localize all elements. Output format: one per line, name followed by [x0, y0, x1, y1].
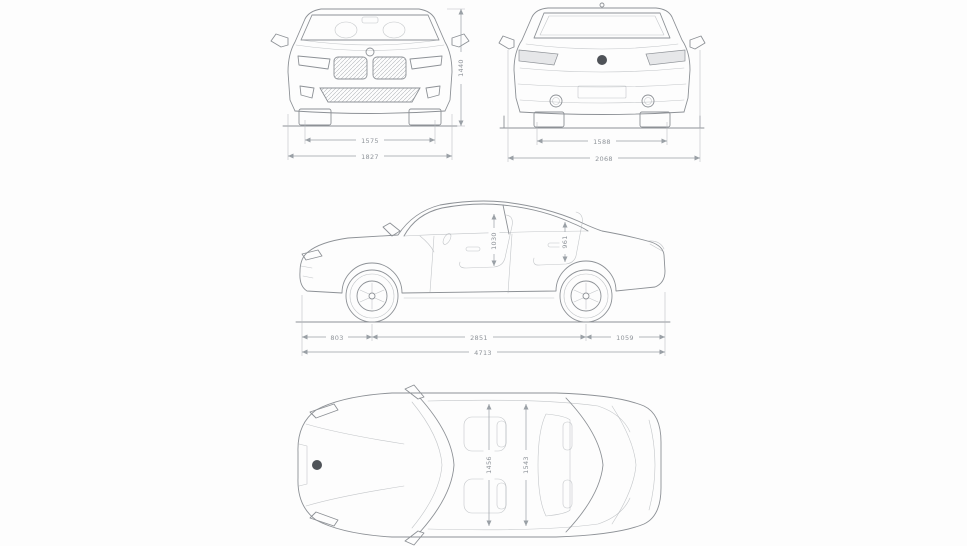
dim-front-overhang: 803 [330, 334, 344, 342]
windshield [301, 15, 439, 40]
b-pillar [503, 205, 509, 234]
front-tire [346, 270, 398, 322]
top-body-outline [298, 393, 661, 537]
front-headrest-left [335, 22, 357, 38]
dim-overall-width: 1827 [361, 153, 379, 161]
side-body-outline [300, 201, 665, 293]
top-view [298, 385, 661, 545]
side-mirror [383, 223, 400, 236]
dim-front-track: 1575 [361, 137, 379, 145]
dim-front-headroom: 1030 [490, 232, 498, 250]
bmw-roundel-icon [597, 55, 607, 65]
kidney-grille-right [373, 57, 406, 79]
right-mirror [452, 34, 469, 47]
front-hub [369, 293, 375, 299]
rear-window [534, 13, 670, 38]
dim-interior-width-rear: 1543 [522, 456, 530, 474]
dashboard-line [420, 236, 434, 252]
rear-spokes [574, 283, 598, 309]
front-spokes [360, 283, 384, 309]
rear-window-inner [540, 16, 664, 35]
side-window-line-top [428, 400, 630, 432]
side-intake-right [426, 86, 440, 98]
dim-width-incl-mirrors: 2068 [595, 155, 613, 163]
dim-overall-length: 4713 [474, 349, 492, 357]
front-door-line [430, 236, 434, 292]
headlight-left [298, 56, 330, 69]
trunk-crease-upper [526, 44, 678, 49]
front-wheel [346, 270, 398, 322]
hood-crease-bottom [306, 486, 404, 506]
rear-bench-outline [538, 414, 570, 516]
rear-right-mirror [690, 36, 705, 49]
rear-hub [583, 293, 589, 299]
front-seat-profile [460, 215, 513, 268]
top-mirror-left [405, 385, 424, 399]
cowl-line [301, 40, 439, 45]
bumper-line-upper [518, 84, 686, 87]
rear-ground-platform [500, 116, 704, 128]
roof-antenna [600, 3, 604, 7]
front-headrest-top-left [497, 421, 506, 447]
exhaust-left [550, 95, 562, 107]
side-window-line-bottom [428, 498, 630, 530]
rear-headrest-top-left [563, 422, 572, 450]
rear-tire [560, 270, 612, 322]
front-bumper-bottom [295, 111, 445, 114]
dim-interior-width-front: 1456 [485, 456, 493, 474]
rear-view [499, 3, 705, 163]
trunk-crease-lower [520, 68, 684, 72]
rear-left-mirror [499, 36, 514, 49]
exhaust-right-inner [645, 98, 652, 105]
hood-crease-top [306, 424, 404, 444]
side-intake-left [300, 86, 314, 98]
interior-mirror [362, 17, 378, 23]
dim-rear-track: 1588 [593, 138, 611, 146]
headlight-right [410, 56, 442, 69]
dim-wheelbase: 2851 [470, 334, 488, 342]
windshield-arc [420, 398, 454, 532]
exhaust-left-inner [553, 98, 560, 105]
front-headrest-right [383, 22, 405, 38]
rear-wheel [560, 270, 612, 322]
bmw-roundel-icon [312, 460, 322, 470]
license-plate-recess [578, 86, 626, 98]
side-view [296, 201, 670, 357]
top-mirror-right [405, 531, 424, 545]
rear-headrest-top-right [563, 480, 572, 508]
bmw-roundel-icon [366, 48, 374, 56]
dim-overall-height: 1440 [457, 59, 465, 77]
taillight-right [646, 50, 685, 65]
front-seat-top-left [464, 417, 506, 451]
kidney-grille-left [334, 57, 367, 79]
bumper-line-lower [520, 100, 684, 103]
front-headrest-top-right [497, 483, 506, 509]
front-bumper-detail [301, 266, 313, 278]
front-seat-top-right [464, 479, 506, 513]
dim-rear-overhang: 1059 [616, 334, 634, 342]
taillight-left [519, 50, 558, 65]
dim-rear-headroom: 961 [561, 235, 569, 249]
rear-edge-line [649, 420, 655, 510]
nose-grille [299, 444, 307, 486]
front-view [271, 9, 469, 161]
front-door-handle [466, 247, 480, 251]
left-mirror [271, 34, 288, 47]
rear-window-arc [566, 398, 603, 532]
exhaust-right [642, 95, 654, 107]
trunk-arc [612, 406, 636, 524]
lower-intake [320, 88, 420, 102]
